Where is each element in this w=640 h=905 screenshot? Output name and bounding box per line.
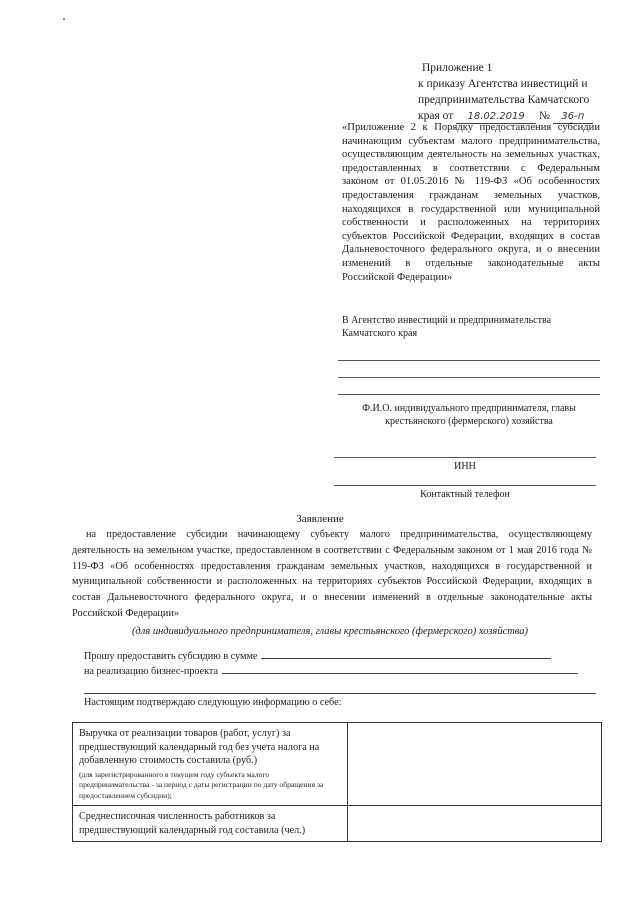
- statement-body: [72, 527, 592, 622]
- statement-title: Заявление: [296, 513, 344, 525]
- request-line-2: [84, 664, 596, 679]
- appendix-date-handwritten: 18.02.2019: [456, 111, 536, 124]
- phone-blank-line: [334, 485, 596, 486]
- fio-blank-line-3: [338, 394, 600, 395]
- request-amount-label: Прошу предоставить субсидию в сумме: [84, 651, 258, 662]
- inn-caption: ИНН: [454, 461, 476, 472]
- appendix-line-2: к приказу Агентства инвестиций и: [418, 78, 588, 90]
- revenue-label-cell: [73, 723, 348, 806]
- revenue-note: (для зарегистрированного в текущем году субъекта малого предпринимательства - за период с даты регистрации по дату обращения за предоставлением субсидии);: [79, 769, 324, 800]
- inn-blank-line: [334, 457, 596, 458]
- table-row: [73, 806, 602, 842]
- phone-caption: Контактный телефон: [420, 489, 510, 500]
- appendix-number-sign: №: [538, 110, 550, 122]
- info-table: [72, 722, 602, 842]
- employees-label: Среднесписочная численность работников за предшествующий календарный год составила (чел.): [79, 811, 306, 836]
- employees-value-cell[interactable]: [348, 806, 602, 842]
- request-project-label: на реализацию бизнес-проекта: [84, 666, 219, 677]
- appendix-line-1: Приложение 1: [422, 62, 493, 74]
- revenue-label: Выручка от реализации товаров (работ, услуг) за предшествующий календарный год без учета налога на добавленную стоимость составила (руб.): [79, 728, 320, 766]
- table-row: [73, 723, 602, 806]
- request-block: [84, 649, 596, 694]
- request-project-field[interactable]: [222, 673, 578, 674]
- request-line-1: [84, 649, 596, 664]
- appendix-date-prefix: края от: [418, 110, 454, 122]
- revenue-value-cell[interactable]: [348, 723, 602, 806]
- statement-note: (для индивидуального предпринимателя, главы крестьянского (фермерского) хозяйства): [131, 626, 529, 637]
- appendix-line-3: предпринимательства Камчатского: [418, 94, 590, 106]
- addressee-agency: В Агентство инвестиций и предпринимательства Камчатского края: [342, 315, 552, 339]
- request-amount-field[interactable]: [261, 658, 551, 659]
- fio-blank-line-1: [338, 360, 600, 361]
- appendix-header: [418, 60, 630, 124]
- request-project-field-continued[interactable]: [84, 681, 596, 694]
- fio-caption: Ф.И.О. индивидуального предпринимателя, главы крестьянского (фермерского) хозяйства: [362, 403, 576, 427]
- fio-blank-line-2: [338, 377, 600, 378]
- scan-speck: [63, 18, 65, 20]
- employees-label-cell: [73, 806, 348, 842]
- request-line-3: [84, 679, 596, 694]
- statement-body-text: на предоставление субсидии начинающему субъекту малого предпринимательства, осуществляющему деятельность на земельном участке, предоставленном в соответствии с Федеральным законом от 1 мая 2016 года № 119-ФЗ «Об особенностях предоставления гражданам земельных участков, находящихся в государственной и муниципальной собственности и расположенных на территориях субъектов Российской Федерации, входящих в состав Дальневосточного федерального округа, и о внесении изменений в отдельные законодательные акты Российской Федерации»: [72, 529, 592, 619]
- appendix-number-handwritten: 36-п: [553, 111, 593, 124]
- confirm-text: Настоящим подтверждаю следующую информацию о себе:: [84, 697, 342, 708]
- appendix-2-text: «Приложение 2 к Порядку предоставления субсидии начинающим субъектам малого предпринимательства, осуществляющим деятельность на земельных участках, предоставленных в соответствии с Федеральным законом от 01.05.2016 № 119-ФЗ «Об особенностях предоставления гражданам земельных участков, находящихся в государственной или муниципальной собственности и расположенных на территориях субъектов Российской Федерации, входящих в состав Дальневосточного федерального округа, и о внесении изменений в отдельные законодательные акты Российской Федерации»: [342, 122, 600, 283]
